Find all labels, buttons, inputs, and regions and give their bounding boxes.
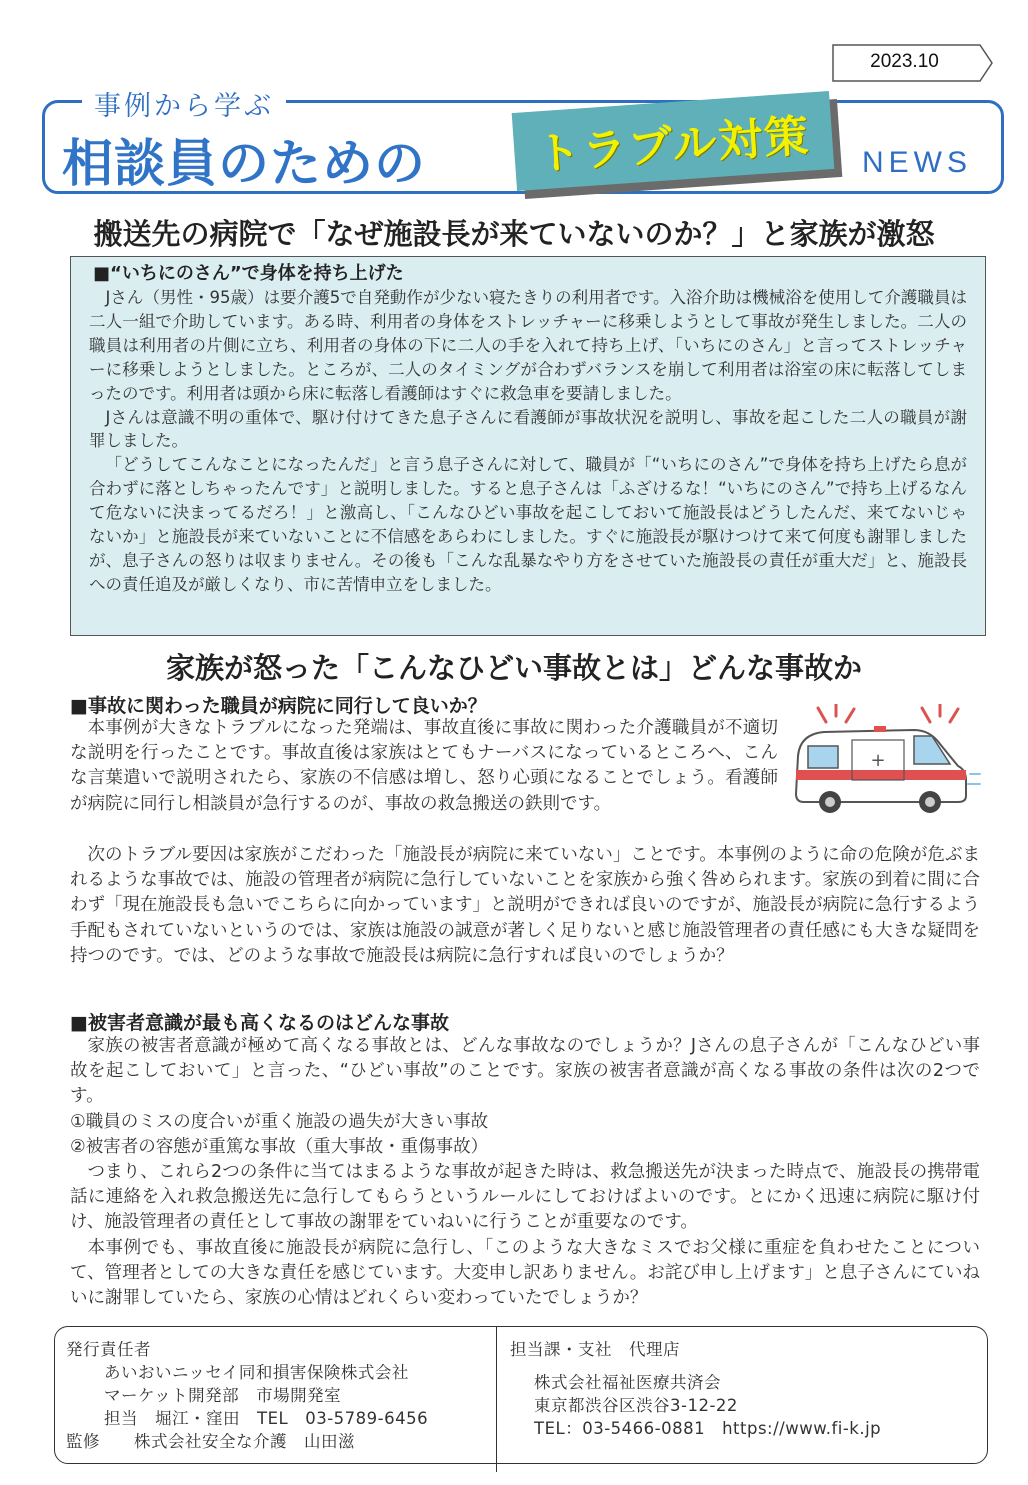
header-title: 相談員のための <box>62 135 427 194</box>
paragraph: 本事例が大きなトラブルになった発端は、事故直後に事故に関わった介護職員が不適切な説明を行ったことです。事故直後は家族はとてもナーバスになっているところへ、こんな言葉遣いで説明されたら、家族の不信感は増し、怒り心頭になることでしょう。看護師が病院に同行し相談員が急行するのが、事故の救急搬送の鉄則です。 <box>70 718 778 814</box>
subsection-heading-1: ■事故に関わった職員が病院に同行して良いか？ <box>70 695 487 717</box>
paragraph: つまり、これら2つの条件に当てはまるような事故が起きた時は、救急搬送先が決まった時点で、施設長の携帯電話に連絡を入れ救急搬送先に急行してもらうというルールにしておけばよいのです。とにかく迅速に病院に駆け付け、施設管理者の責任として事故の謝罪をていねいに行うことが重要なのです。 <box>70 1162 980 1233</box>
condition-item-1: ①職員のミスの度合いが重く施設の過失が大きい事故 <box>70 1111 489 1132</box>
case-title: ■“いちにのさん”で身体を持ち上げた <box>93 263 404 284</box>
case-box <box>70 256 986 636</box>
issue-date: 2023.10 <box>870 51 939 72</box>
agency-name: 株式会社福祉医療共済会 <box>534 1373 721 1392</box>
supervisor: 監修 株式会社安全な介護 山田滋 <box>66 1432 355 1451</box>
subsection-heading-2: ■被害者意識が最も高くなるのはどんな事故 <box>70 1012 449 1034</box>
agency-label: 担当課・支社 代理店 <box>510 1340 680 1359</box>
main-headline: 搬送先の病院で「なぜ施設長が来ていないのか？」と家族が激怒 <box>93 217 935 251</box>
case-paragraph: 「どうしてこんなことになったんだ」と言う息子さんに対して、職員が「“いちにのさん”で身体を持ち上げたら息が合わずに落としちゃったんです」と説明しました。すると息子さんは「ふざけるな！“いちにのさん”で持ち上げるなんて危ないに決まってるだろ！」と激高し、「こんなひどい事故を起こしておいて施設長はどうしたんだ、来てないじゃないか」と施設長が来ていないことに不信感をあらわにしました。すぐに施設長が駆けつけて来て何度も謝罪しましたが、息子さんの怒りは収まりません。その後も「こんな乱暴なやり方をさせていた施設長の責任が重大だ」と、施設長への責任追及が厳しくなり、市に苦情申立をしました。 <box>89 455 968 594</box>
paragraph: 家族の被害者意識が極めて高くなる事故とは、どんな事故なのでしょうか？Jさんの息子さんが「こんなひどい事故を起こしておいて」と言った、“ひどい事故”のことです。家族の被害者意識が高くなる事故の条件は次の2つです。 <box>70 1036 980 1107</box>
publisher-label: 発行責任者 <box>66 1340 151 1359</box>
agency-address: 東京都渋谷区渋谷3-12-22 <box>534 1396 738 1415</box>
issue-date-tag <box>832 44 992 80</box>
case-paragraph: Jさん（男性・95歳）は要介護5で自発動作が少ない寝たきりの利用者です。入浴介助は機械浴を使用して介護職員は二人一組で介助しています。ある時、利用者の身体をストレッチャーに移乗しようとして事故が発生しました。二人の職員は利用者の片側に立ち、利用者の身体の下に二人の手を入れて持ち上げ、「いちにのさん」と言ってストレッチャーに移乗しようとしました。ところが、二人のタイミングが合わずバランスを崩して利用者は浴室の床に転落してしまったのです。利用者は頭から床に転落し看護師はすぐに救急車を要請しました。 <box>89 288 967 403</box>
svg-text:+: + <box>870 750 886 771</box>
header-subtitle: 事例から学ぶ <box>82 84 286 123</box>
agency-tel: TEL：03-5466-0881 https://www.fi-k.jp <box>534 1419 882 1438</box>
case-paragraph: Jさんは意識不明の重体で、駆け付けてきた息子さんに看護師が事故状況を説明し、事故を起こした二人の職員が謝罪しました。 <box>89 407 967 451</box>
subsection-1-text <box>70 716 778 817</box>
news-label: NEWS <box>862 146 972 179</box>
subsection-2-text <box>70 1034 980 1311</box>
publisher-dept: マーケット開発部 市場開発室 <box>104 1386 342 1405</box>
subsection-1-text-2 <box>70 843 980 969</box>
highlight-text: トラブル対策 <box>534 110 812 181</box>
paragraph: 次のトラブル要因は家族がこだわった「施設長が病院に来ていない」ことです。本事例のように命の危険が危ぶまれるような事故では、施設の管理者が病院に急行していないことを家族から強く咎められます。家族の到着に間に合わず「現在施設長も急いでこちらに向かっています」と説明ができれば良いのですが、施設長が病院に急行するよう手配もされていないというのでは、家族は施設の誠意が著しく足りないと感じ施設管理者の責任感にも大きな疑問を持つのです。では、どのような事故で施設長は病院に急行すれば良いのでしょうか？ <box>70 845 980 966</box>
publisher-contact: 担当 堀江・窪田 TEL 03-5789-6456 <box>104 1409 429 1428</box>
paragraph: 本事例でも、事故直後に施設長が病院に急行し、「このような大きなミスでお父様に重症を負わせたことについて、管理者としての大きな責任を感じています。大変申し訳ありません。お詫び申し上げます」と息子さんにていねいに謝罪していたら、家族の心情はどれくらい変わっていたでしょうか？ <box>70 1237 980 1309</box>
footer-divider <box>496 1326 497 1472</box>
ambulance-icon <box>790 704 982 816</box>
condition-item-2: ②被害者の容態が重篤な事故（重大事故・重傷事故） <box>70 1136 489 1157</box>
publisher-company: あいおいニッセイ同和損害保険株式会社 <box>104 1363 409 1382</box>
section-title: 家族が怒った「こんなひどい事故とは」どんな事故か <box>165 651 862 685</box>
